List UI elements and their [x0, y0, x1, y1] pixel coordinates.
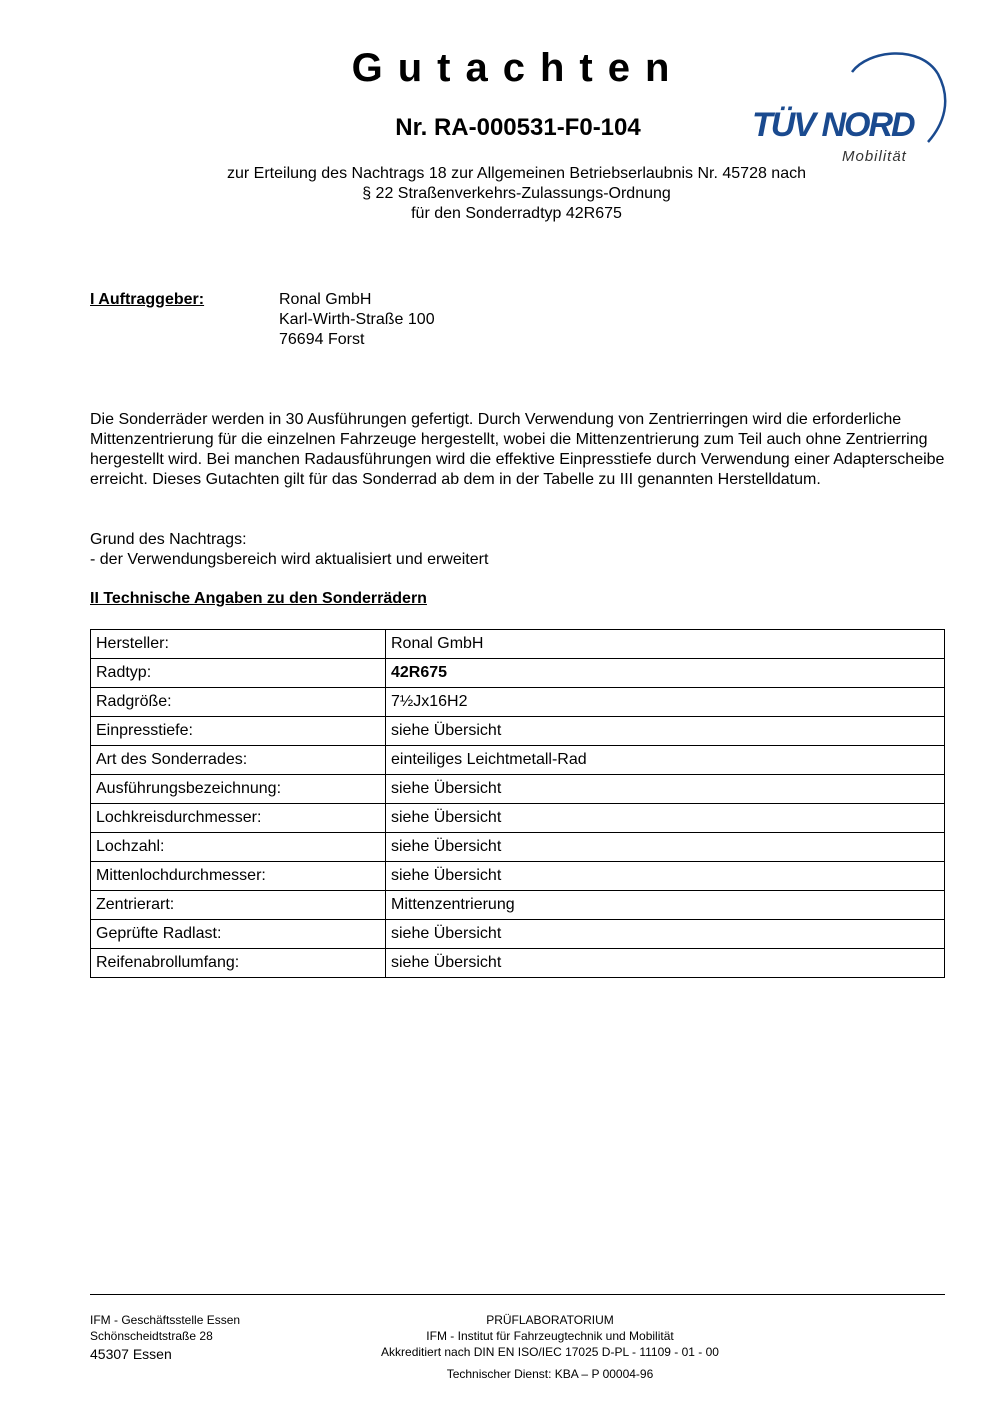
spec-key: Geprüfte Radlast: [91, 920, 386, 949]
client-line: Karl-Wirth-Straße 100 [279, 311, 435, 328]
table-row [91, 920, 945, 949]
document-title: Gutachten [351, 46, 685, 90]
table-row [91, 862, 945, 891]
logo-tagline: Mobilität [842, 148, 907, 165]
spec-value: 42R675 [386, 659, 945, 688]
spec-key: Radgröße: [91, 688, 386, 717]
footer-accreditation [350, 1312, 750, 1382]
table-row [91, 688, 945, 717]
spec-value: Mittenzentrierung [386, 891, 945, 920]
technical-specs-table [90, 629, 945, 978]
footer-line: IFM - Institut für Fahrzeugtechnik und Mobilität [426, 1329, 674, 1343]
footer-line: Akkreditiert nach DIN EN ISO/IEC 17025 D-PL - 11109 - 01 - 00 [381, 1345, 719, 1359]
intro-paragraph: Die Sonderräder werden in 30 Ausführungen gefertigt. Durch Verwendung von Zentrierringen wird die erforderliche Mittenzentrierung für die einzelnen Fahrzeuge hergestellt, wobei die Mittenzentrierung zum Teil auch ohne Zentrierring hergestellt wird. Bei manchen Radausführungen wird die effektive Einpresstiefe durch Verwendung einer Adapterscheibe erreicht. Dieses Gutachten gilt für das Sonderrad ab dem in der Tabelle zu III genannten Herstelldatum. [90, 411, 945, 488]
spec-value: siehe Übersicht [386, 862, 945, 891]
spec-value: siehe Übersicht [386, 833, 945, 862]
spec-value: siehe Übersicht [386, 949, 945, 978]
reason-heading: Grund des Nachtrags: [90, 531, 247, 548]
spec-value: siehe Übersicht [386, 717, 945, 746]
report-number: Nr. RA-000531-F0-104 [395, 114, 641, 141]
footer-line: Technischer Dienst: KBA – P 00004-96 [446, 1367, 654, 1381]
footer-divider [90, 1294, 945, 1295]
footer-line: PRÜFLABORATORIUM [486, 1313, 614, 1327]
spec-key: Zentrierart: [91, 891, 386, 920]
reason-item: - der Verwendungsbereich wird aktualisiert und erweitert [90, 551, 489, 568]
table-row [91, 804, 945, 833]
table-row [91, 833, 945, 862]
client-address [279, 290, 435, 350]
amendment-reason [90, 530, 488, 570]
spec-key: Reifenabrollumfang: [91, 949, 386, 978]
spec-key: Radtyp: [91, 659, 386, 688]
spec-key: Einpresstiefe: [91, 717, 386, 746]
spec-key: Mittenlochdurchmesser: [91, 862, 386, 891]
spec-key: Lochkreisdurchmesser: [91, 804, 386, 833]
spec-value: einteiliges Leichtmetall-Rad [386, 746, 945, 775]
footer-line: Schönscheidtstraße 28 [90, 1329, 213, 1343]
footer-office-address [90, 1312, 240, 1364]
spec-key: Hersteller: [91, 630, 386, 659]
table-row [91, 949, 945, 978]
client-line: 76694 Forst [279, 331, 365, 348]
subtitle-line: für den Sonderradtyp 42R675 [411, 205, 622, 222]
table-row [91, 659, 945, 688]
tuv-nord-logo-graphic [748, 44, 948, 166]
spec-key: Lochzahl: [91, 833, 386, 862]
spec-key: Art des Sonderrades: [91, 746, 386, 775]
table-row [91, 746, 945, 775]
spec-value: siehe Übersicht [386, 775, 945, 804]
client-line: Ronal GmbH [279, 291, 372, 308]
footer-line: IFM - Geschäftsstelle Essen [90, 1313, 241, 1327]
table-row [91, 717, 945, 746]
report-subtitle [90, 164, 943, 224]
table-row [91, 630, 945, 659]
tuv-nord-logo [748, 44, 948, 166]
table-row [91, 775, 945, 804]
spec-value: 7½Jx16H2 [386, 688, 945, 717]
table-row [91, 891, 945, 920]
client-label: I Auftraggeber: [90, 291, 205, 308]
spec-value: siehe Übersicht [386, 804, 945, 833]
spec-value: siehe Übersicht [386, 920, 945, 949]
section-title-technical: II Technische Angaben zu den Sonderrädern [90, 590, 427, 607]
logo-brand: TÜV NORD [752, 106, 914, 144]
subtitle-line: zur Erteilung des Nachtrags 18 zur Allgemeinen Betriebserlaubnis Nr. 45728 nach [227, 165, 806, 182]
spec-key: Ausführungsbezeichnung: [91, 775, 386, 804]
spec-value: Ronal GmbH [386, 630, 945, 659]
subtitle-line: § 22 Straßenverkehrs-Zulassungs-Ordnung [362, 185, 671, 202]
footer-line: 45307 Essen [90, 1346, 172, 1362]
